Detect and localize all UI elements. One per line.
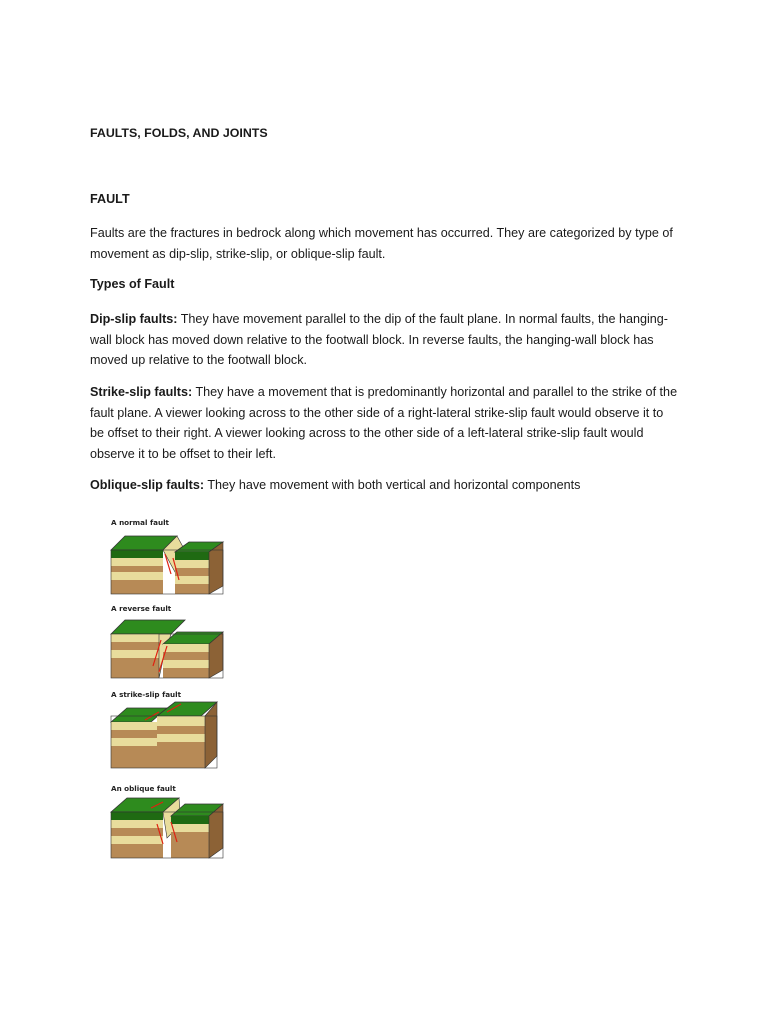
- text-dip-slip: They have movement parallel to the dip of the fault plane. In normal faults, the hanging-wall block has moved down relative to the footwall block. In reverse faults, the hanging-wall block has moved up relative to the footwall block.: [90, 312, 668, 367]
- term-dip-slip: Dip-slip faults:: [90, 312, 178, 326]
- text-oblique-slip: They have movement with both vertical and horizontal components: [204, 478, 581, 492]
- definition-oblique-slip: [90, 475, 680, 496]
- text-strike-slip: They have a movement that is predominantly horizontal and parallel to the strike of the fault plane. A viewer looking across to the other side of a right-lateral strike-slip fault would observe it to be offset to their right. A viewer looking across to the other side of a left-lateral strike-slip fault would observe it to be offset to their left.: [90, 385, 678, 461]
- caption-normal-fault: A normal fault: [111, 518, 169, 527]
- definition-dip-slip: [90, 309, 680, 371]
- document-title: FAULTS, FOLDS, AND JOINTS: [90, 126, 268, 140]
- caption-strike-slip-fault: A strike-slip fault: [111, 690, 182, 699]
- section-heading-fault: FAULT: [90, 192, 130, 206]
- definition-strike-slip: [90, 382, 680, 464]
- term-strike-slip: Strike-slip faults:: [90, 385, 193, 399]
- term-oblique-slip: Oblique-slip faults:: [90, 478, 205, 492]
- reverse-fault-diagram: [105, 616, 227, 684]
- strike-slip-fault-diagram: [105, 700, 227, 772]
- fault-types-figure: [105, 514, 235, 864]
- caption-oblique-fault: An oblique fault: [111, 784, 176, 793]
- intro-paragraph: Faults are the fractures in bedrock along which movement has occurred. They are categorized by type of movement as dip-slip, strike-slip, or oblique-slip fault.: [90, 226, 673, 261]
- oblique-fault-diagram: [105, 794, 227, 862]
- normal-fault-diagram: [105, 530, 227, 598]
- caption-reverse-fault: A reverse fault: [111, 604, 172, 613]
- types-heading: Types of Fault: [90, 277, 175, 291]
